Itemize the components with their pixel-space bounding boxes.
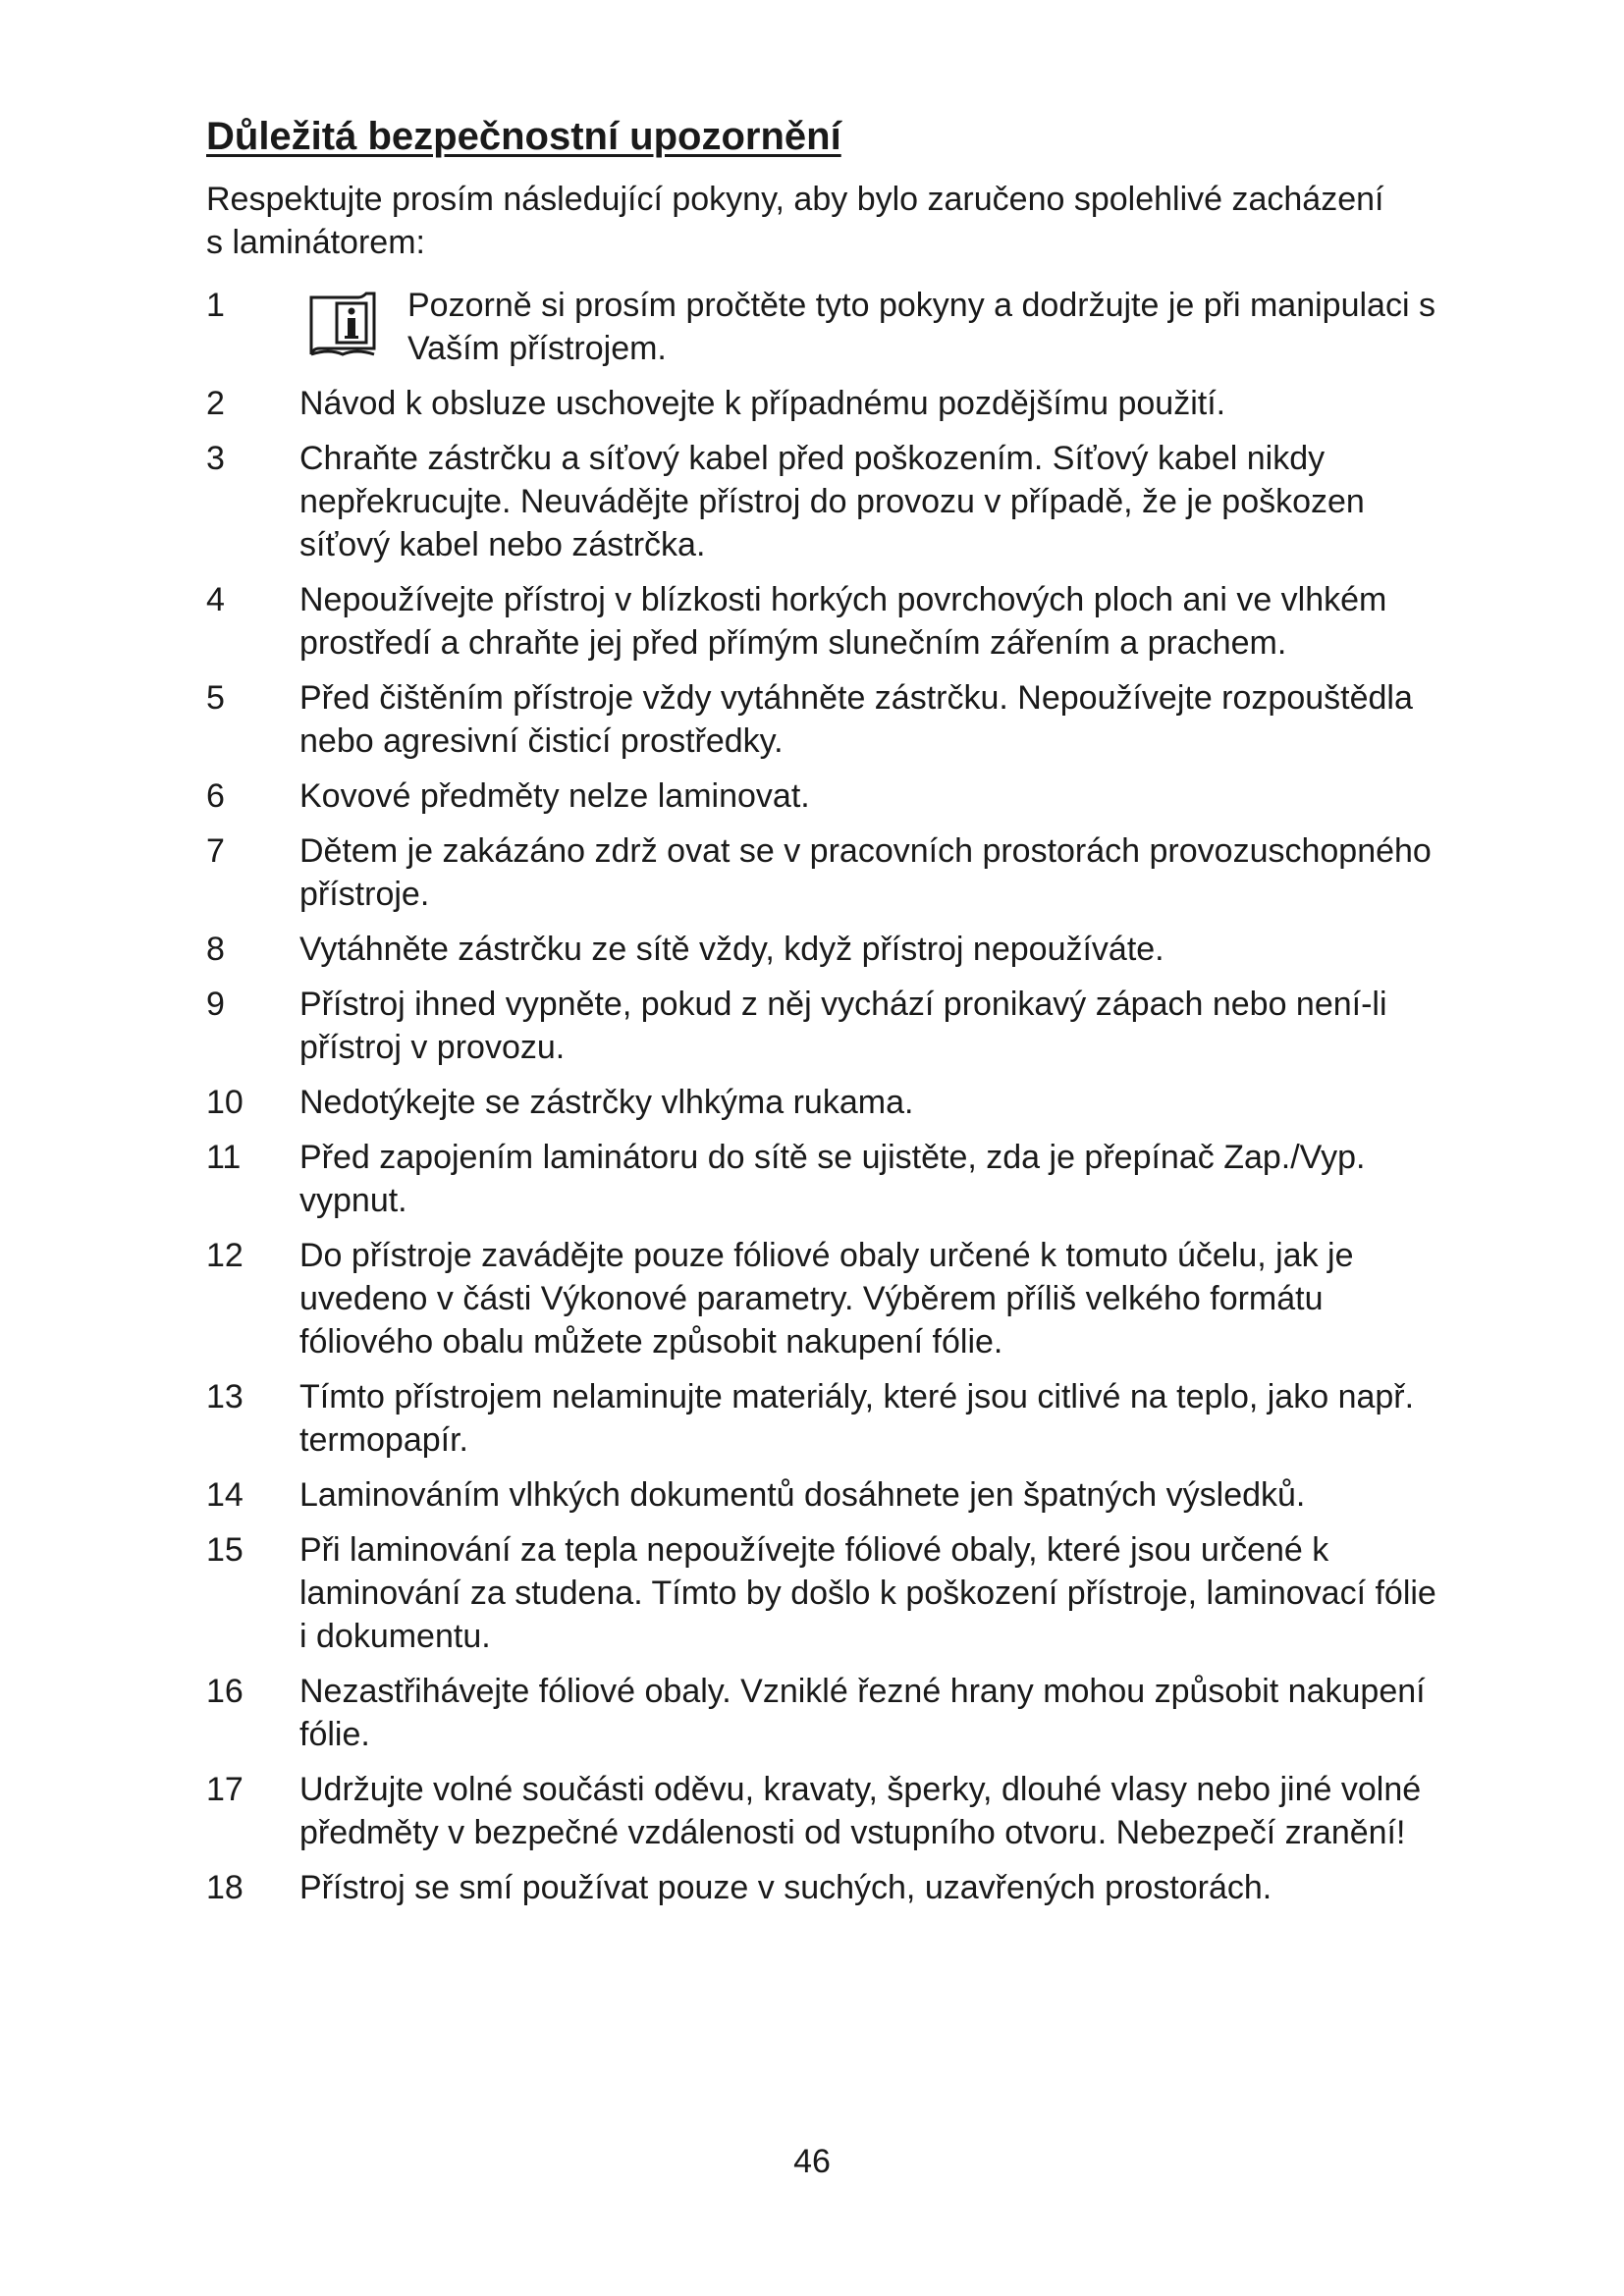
item-text: Pozorně si prosím pročtěte tyto pokyny a dodržujte je při manipulaci s Vaším přístrojem. xyxy=(407,287,1435,367)
list-item xyxy=(206,437,1443,566)
list-item xyxy=(206,1670,1443,1756)
item-number: 8 xyxy=(206,931,225,968)
item-number: 18 xyxy=(206,1869,244,1906)
item-number: 3 xyxy=(206,440,225,477)
item-number: 9 xyxy=(206,986,225,1023)
item-number: 2 xyxy=(206,385,225,422)
page-title: Důležitá bezpečnostní upozornění xyxy=(206,115,841,158)
item-number: 17 xyxy=(206,1771,244,1808)
list-item xyxy=(206,1234,1443,1363)
item-number: 13 xyxy=(206,1378,244,1415)
list-item xyxy=(206,1136,1443,1222)
list-item xyxy=(206,1866,1443,1909)
item-text: Nedotýkejte se zástrčky vlhkýma rukama. xyxy=(299,1084,914,1121)
item-text: Vytáhněte zástrčku ze sítě vždy, když přístroj nepoužíváte. xyxy=(299,931,1164,968)
item-number: 11 xyxy=(206,1139,242,1176)
intro-text: Respektujte prosím následující pokyny, aby bylo zaručeno spolehlivé zacházení s laminátorem: xyxy=(206,181,1384,261)
item-number: 16 xyxy=(206,1673,244,1710)
list-item xyxy=(206,1528,1443,1658)
item-number: 4 xyxy=(206,581,225,618)
page-content xyxy=(206,113,1443,1921)
item-text: Před zapojením laminátoru do sítě se ujistěte, zda je přepínač Zap./Vyp. vypnut. xyxy=(299,1139,1366,1219)
item-text: Návod k obsluze uschovejte k případnému pozdějšímu použití. xyxy=(299,385,1226,422)
item-number: 5 xyxy=(206,679,225,717)
item-text: Laminováním vlhkých dokumentů dosáhnete jen špatných výsledků. xyxy=(299,1476,1306,1514)
list-item xyxy=(206,983,1443,1069)
item-text: Nepoužívejte přístroj v blízkosti horkých povrchových ploch ani ve vlhkém prostředí a chraňte jej před přímým slunečním zářením a prachem. xyxy=(299,581,1387,662)
list-item xyxy=(206,774,1443,818)
item-number: 14 xyxy=(206,1476,244,1514)
list-item xyxy=(206,578,1443,665)
list-item xyxy=(206,1768,1443,1854)
item-text: Při laminování za tepla nepoužívejte fóliové obaly, které jsou určené k laminování za studena. Tímto by došlo k poškození přístroje, laminovací fólie i dokumentu. xyxy=(299,1531,1436,1655)
item-text: Do přístroje zavádějte pouze fóliové obaly určené k tomuto účelu, jak je uvedeno v části Výkonové parametry. Výběrem příliš velkého formátu fóliového obalu můžete způsobit nakupení fólie. xyxy=(299,1237,1354,1361)
item-text: Chraňte zástrčku a síťový kabel před poškozením. Síťový kabel nikdy nepřekrucujte. Neuvádějte přístroj do provozu v případě, že je poškozen síťový kabel nebo zástrčka. xyxy=(299,440,1365,563)
list-item xyxy=(206,1081,1443,1124)
list-item xyxy=(206,1473,1443,1517)
list-item xyxy=(206,928,1443,971)
list-item xyxy=(206,676,1443,763)
page-number: 46 xyxy=(793,2143,831,2180)
item-text: Udržujte volné součásti oděvu, kravaty, šperky, dlouhé vlasy nebo jiné volné předměty v bezpečné vzdálenosti od vstupního otvoru. Nebezpečí zranění! xyxy=(299,1771,1422,1851)
item-text: Přístroj ihned vypněte, pokud z něj vychází pronikavý zápach nebo není-li přístroj v provozu. xyxy=(299,986,1387,1066)
list-item xyxy=(206,1375,1443,1462)
safety-list xyxy=(206,284,1443,1909)
item-number: 7 xyxy=(206,832,225,870)
info-book-icon xyxy=(299,290,388,360)
item-number: 10 xyxy=(206,1084,244,1121)
item-text: Přístroj se smí používat pouze v suchých, uzavřených prostorách. xyxy=(299,1869,1272,1906)
item-text: Před čištěním přístroje vždy vytáhněte zástrčku. Nepoužívejte rozpouštědla nebo agresivní čisticí prostředky. xyxy=(299,679,1413,760)
item-text: Tímto přístrojem nelaminujte materiály, které jsou citlivé na teplo, jako např. termopapír. xyxy=(299,1378,1415,1459)
item-number: 6 xyxy=(206,777,225,815)
list-item xyxy=(206,284,1443,370)
item-text: Nezastřihávejte fóliové obaly. Vzniklé řezné hrany mohou způsobit nakupení fólie. xyxy=(299,1673,1426,1753)
list-item xyxy=(206,382,1443,425)
item-number: 12 xyxy=(206,1237,244,1274)
item-number: 1 xyxy=(206,287,225,324)
list-item xyxy=(206,829,1443,916)
item-text: Kovové předměty nelze laminovat. xyxy=(299,777,810,815)
item-text: Dětem je zakázáno zdrž ovat se v pracovních prostorách provozuschopného přístroje. xyxy=(299,832,1432,913)
item-number: 15 xyxy=(206,1531,244,1569)
